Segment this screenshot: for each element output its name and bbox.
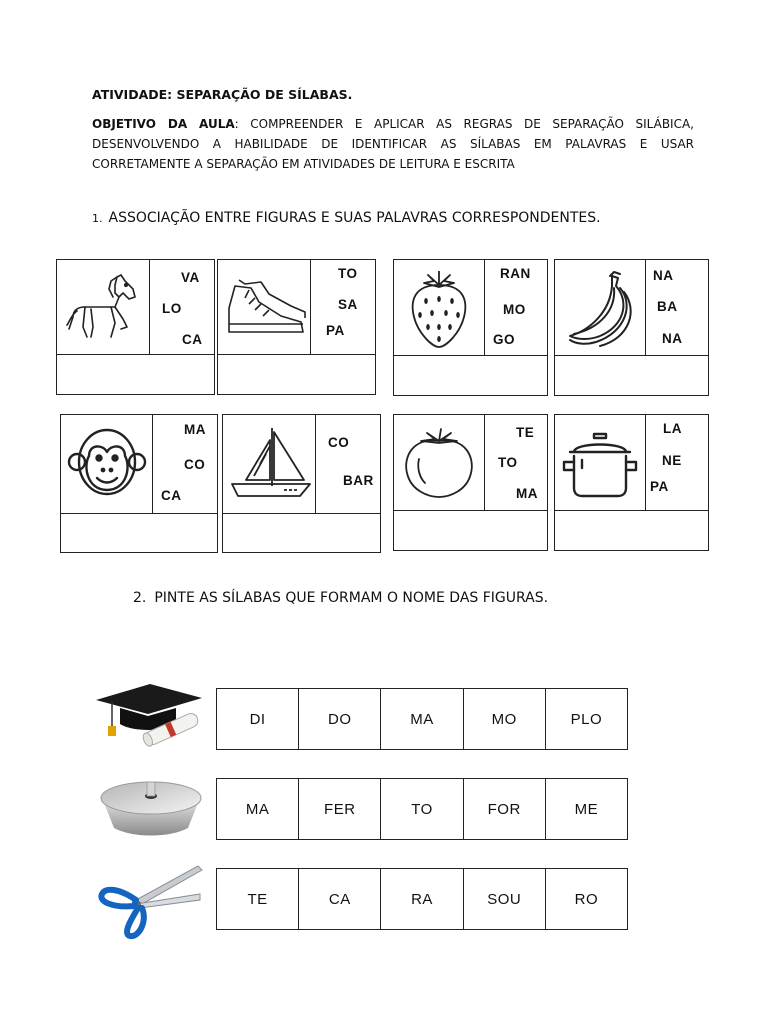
answer-box[interactable] [61, 512, 217, 552]
syllable: SA [338, 297, 358, 312]
syllable-cell[interactable]: ME [574, 800, 599, 818]
section-2-number: 2. [133, 590, 147, 606]
lesson-objective [92, 114, 694, 174]
syllable-box [644, 260, 708, 356]
syllable-row-graduation [216, 688, 628, 750]
answer-box[interactable] [223, 512, 380, 552]
syllable: TO [498, 455, 518, 470]
syllable: BA [657, 299, 678, 314]
tomato-icon [394, 415, 485, 511]
syllable: LO [162, 301, 182, 316]
syllable-box [483, 415, 547, 511]
sneaker-icon [218, 260, 311, 355]
answer-box[interactable] [218, 353, 375, 394]
syllable-cell[interactable]: FOR [464, 779, 546, 839]
syllable: CA [182, 332, 203, 347]
syllable-cell[interactable]: TO [381, 779, 463, 839]
syllable-cell[interactable]: FER [299, 779, 381, 839]
syllable-box [309, 260, 375, 355]
syllable-cell[interactable]: SOU [464, 869, 546, 929]
syllable: PA [326, 323, 345, 338]
match-card-sneaker [217, 259, 376, 395]
syllable: TO [338, 266, 358, 281]
syllable: PA [650, 479, 669, 494]
syllable-cell[interactable]: MA [381, 689, 463, 749]
activity-title: ATIVIDADE: SEPARAÇÃO DE SÍLABAS. [92, 87, 353, 102]
syllable-cell[interactable]: MO [464, 689, 546, 749]
syllable: CO [328, 435, 350, 450]
strawberry-icon [394, 260, 485, 356]
answer-box[interactable] [57, 353, 214, 394]
syllable: NE [662, 453, 682, 468]
syllable-box [151, 415, 217, 514]
objective-lead: OBJETIVO DA AULA [92, 117, 235, 131]
graduation-cap-diploma-icon [92, 678, 210, 750]
answer-box[interactable] [394, 509, 547, 550]
syllable-box [314, 415, 380, 514]
match-card-monkey [60, 414, 218, 553]
syllable: RAN [500, 266, 531, 281]
syllable-cell[interactable]: PLO [570, 710, 603, 728]
syllable-cell[interactable]: RA [381, 869, 463, 929]
objective-text: : COMPREENDER E APLICAR AS REGRAS DE SEPARAÇÃO SILÁBICA, DESENVOLVENDO A HABILIDADE DE IDENTIFICAR AS SÍLABAS EM PALAVRAS E USAR CORRETAMENTE A SEPARAÇÃO EM ATIVIDADES DE LEITURA E ESCRITA [92, 117, 694, 171]
match-card-bananas [554, 259, 709, 396]
match-card-tomato [393, 414, 548, 551]
monkey-icon [61, 415, 153, 514]
answer-box[interactable] [394, 354, 547, 395]
syllable: NA [653, 268, 674, 283]
section-1-title: ASSOCIAÇÃO ENTRE FIGURAS E SUAS PALAVRAS CORRESPONDENTES. [108, 210, 601, 226]
syllable: MA [184, 422, 206, 437]
syllable: MO [503, 302, 526, 317]
section-1-heading [92, 210, 601, 226]
syllable-row-baking-pan [216, 778, 628, 840]
syllable-cell[interactable]: MA [217, 779, 299, 839]
syllable-cell[interactable]: RO [574, 890, 599, 908]
syllable: LA [663, 421, 682, 436]
syllable: VA [181, 270, 200, 285]
section-2-heading [133, 590, 548, 606]
match-card-pot [554, 414, 709, 551]
horse-icon [57, 260, 150, 355]
syllable: TE [516, 425, 535, 440]
answer-box[interactable] [555, 354, 708, 395]
bananas-icon [555, 260, 646, 356]
syllable: MA [516, 486, 538, 501]
syllable-box [148, 260, 214, 355]
cooking-pot-icon [555, 415, 646, 511]
syllable-cell[interactable]: TE [217, 869, 299, 929]
syllable: BAR [343, 473, 374, 488]
syllable-box [483, 260, 547, 356]
match-card-strawberry [393, 259, 548, 396]
syllable-cell[interactable]: DO [299, 689, 381, 749]
syllable: GO [493, 332, 516, 347]
syllable-cell[interactable]: DI [217, 689, 299, 749]
match-card-sailboat [222, 414, 381, 553]
answer-box[interactable] [555, 509, 708, 550]
match-card-horse [56, 259, 215, 395]
syllable: CA [161, 488, 182, 503]
syllable-row-scissors [216, 868, 628, 930]
sailboat-icon [223, 415, 316, 514]
scissors-icon [92, 860, 210, 932]
syllable: NA [662, 331, 683, 346]
section-2-title: PINTE AS SÍLABAS QUE FORMAM O NOME DAS FIGURAS. [154, 590, 549, 606]
syllable-box [644, 415, 708, 511]
section-1-number: 1. [92, 212, 103, 225]
baking-pan-icon [92, 772, 210, 844]
syllable: CO [184, 457, 206, 472]
syllable-cell[interactable]: CA [299, 869, 381, 929]
